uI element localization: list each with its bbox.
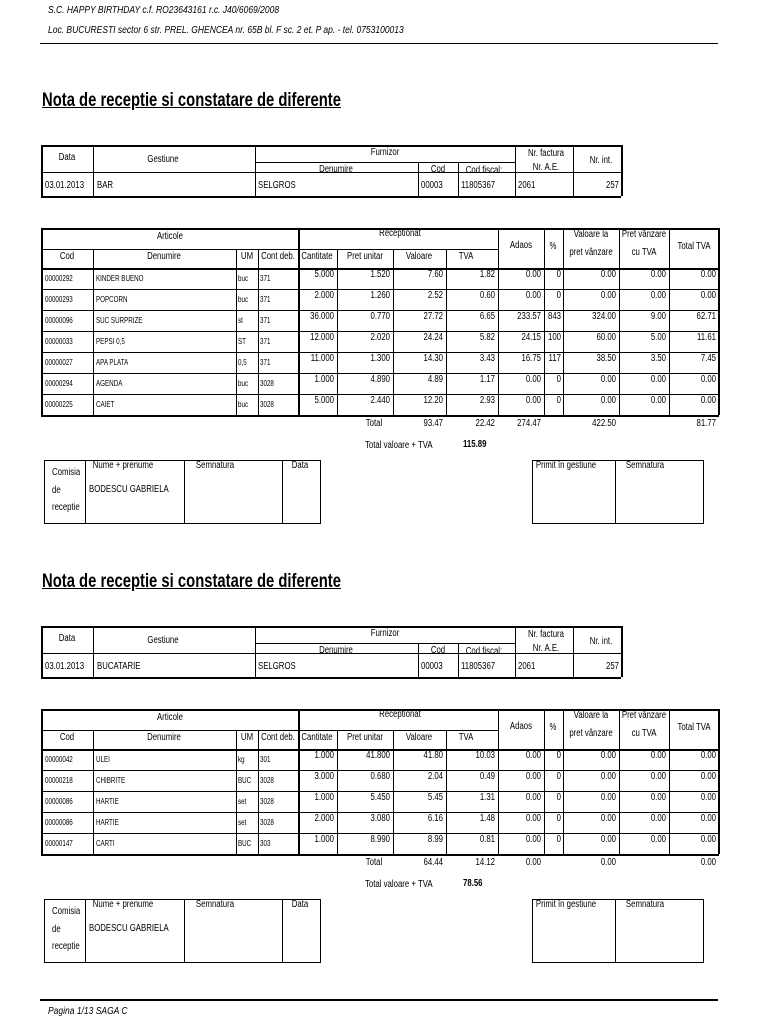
item-cod: 00000033: [45, 337, 73, 346]
item-cantitate: 36.000: [310, 311, 334, 322]
col-cod: Cod: [59, 251, 75, 262]
col-tva: TVA: [458, 732, 474, 743]
item-cantitate: 1.000: [314, 792, 334, 803]
item-valoare-pv: 0.00: [600, 374, 616, 385]
col-tva: TVA: [458, 251, 474, 262]
rule-line: [41, 249, 298, 250]
item-adaos: 0.00: [525, 834, 541, 845]
item-pret-vanzare-tva: 0.00: [650, 813, 666, 824]
total-valoare-tva-value: 78.56: [463, 878, 483, 889]
col-valoare-la: Valoare la: [573, 229, 609, 240]
item-um: buc: [238, 400, 249, 409]
item-denumire: AGENDA: [96, 379, 123, 388]
articole-label: Articole: [156, 712, 184, 723]
item-valoare: 14.30: [423, 353, 443, 364]
item-tva: 10.03: [475, 750, 495, 761]
total-label: Total: [365, 418, 383, 429]
rule-line: [236, 730, 237, 854]
furnizor-cod: 00003: [421, 661, 443, 672]
item-cont: 303: [260, 839, 271, 848]
item-valoare: 4.89: [427, 374, 443, 385]
item-procent: 0: [556, 290, 561, 301]
semnatura-label: Semnatura: [195, 460, 235, 471]
commission-member: BODESCU GABRIELA: [89, 923, 169, 934]
rule-line: [41, 730, 298, 731]
item-tva: 0.81: [479, 834, 495, 845]
item-procent: 0: [556, 750, 561, 761]
item-pret-unitar: 8.990: [370, 834, 390, 845]
item-cod: 00000096: [45, 316, 73, 325]
item-cod: 00000218: [45, 776, 73, 785]
item-adaos: 24.15: [521, 332, 541, 343]
col-pret-vanzare: pret vânzare: [569, 247, 613, 258]
item-total-tva: 0.00: [700, 813, 716, 824]
item-valoare: 5.45: [427, 792, 443, 803]
item-um: 0,5: [238, 358, 247, 367]
item-total-tva: 0.00: [700, 750, 716, 761]
address-line: Loc. BUCURESTI sector 6 str. PREL. GHENCEA nr. 65B bl. F sc. 2 et. P ap. - tel. 0753100013: [48, 25, 404, 36]
item-adaos: 233.57: [517, 311, 541, 322]
nr-int-label: Nr. int.: [589, 155, 613, 166]
total-total-tva: 0.00: [700, 857, 716, 868]
item-tva: 1.31: [479, 792, 495, 803]
item-cont: 371: [260, 316, 271, 325]
item-cont: 371: [260, 295, 271, 304]
item-valoare-pv: 0.00: [600, 290, 616, 301]
furnizor-label: Furnizor: [370, 147, 400, 158]
item-pret-vanzare-tva: 0.00: [650, 269, 666, 280]
item-cantitate: 1.000: [314, 374, 334, 385]
item-adaos: 0.00: [525, 269, 541, 280]
item-total-tva: 0.00: [700, 374, 716, 385]
total-adaos: 274.47: [517, 418, 541, 429]
item-um: buc: [238, 379, 249, 388]
col-um: UM: [240, 251, 254, 262]
col-pret-unitar: Pret unitar: [346, 732, 383, 743]
rule-line: [298, 249, 498, 250]
item-pret-vanzare-tva: 0.00: [650, 834, 666, 845]
furnizor-label: Furnizor: [370, 628, 400, 639]
nr-factura-label: Nr. factura: [527, 148, 564, 159]
item-um: buc: [238, 295, 249, 304]
item-cod: 00000147: [45, 839, 73, 848]
furnizor-value: SELGROS: [258, 180, 296, 191]
item-procent: 0: [556, 374, 561, 385]
item-tva: 5.82: [479, 332, 495, 343]
item-cod: 00000293: [45, 295, 73, 304]
item-cantitate: 1.000: [314, 750, 334, 761]
item-cantitate: 2.000: [314, 813, 334, 824]
col-valoare: Valoare: [405, 732, 433, 743]
item-total-tva: 0.00: [700, 395, 716, 406]
item-pret-unitar: 41.800: [366, 750, 390, 761]
item-adaos: 0.00: [525, 395, 541, 406]
item-valoare: 41.80: [423, 750, 443, 761]
item-tva: 0.60: [479, 290, 495, 301]
col-cont-deb: Cont deb.: [261, 251, 295, 262]
nr-int-label: Nr. int.: [589, 636, 613, 647]
item-valoare-pv: 0.00: [600, 395, 616, 406]
col-cantitate: Cantitate: [301, 251, 333, 262]
item-um: BUC: [238, 776, 252, 785]
cod-label: Cod: [430, 164, 446, 175]
col-valoare-la: Valoare la: [573, 710, 609, 721]
rule-line: [255, 145, 256, 196]
item-total-tva: 0.00: [700, 290, 716, 301]
item-cod: 00000294: [45, 379, 73, 388]
nr-factura-value: 2061: [518, 180, 536, 191]
denumire-label: Denumire: [319, 645, 353, 656]
nume-prenume-label: Nume + prenume: [92, 899, 154, 910]
rule-line: [41, 626, 621, 628]
item-pret-unitar: 1.300: [370, 353, 390, 364]
item-total-tva: 7.45: [700, 353, 716, 364]
item-tva: 1.48: [479, 813, 495, 824]
item-valoare-pv: 0.00: [600, 269, 616, 280]
item-pret-unitar: 0.770: [370, 311, 390, 322]
doc-title: Nota de receptie si constatare de diferente: [42, 571, 341, 592]
item-adaos: 0.00: [525, 771, 541, 782]
furnizor-cod: 00003: [421, 180, 443, 191]
item-valoare: 8.99: [427, 834, 443, 845]
total-valoare-tva-label: Total valoare + TVA: [365, 879, 433, 890]
item-adaos: 16.75: [521, 353, 541, 364]
total-valoare-tva-value: 115.89: [463, 439, 487, 450]
de-label: de: [52, 485, 61, 496]
col-total-tva: Total TVA: [677, 241, 711, 252]
item-cod: 00000086: [45, 797, 73, 806]
rule-line: [621, 626, 623, 677]
rule-line: [255, 162, 515, 163]
item-pret-vanzare-tva: 0.00: [650, 374, 666, 385]
item-valoare-pv: 38.50: [596, 353, 616, 364]
item-valoare: 24.24: [423, 332, 443, 343]
rule-line: [41, 196, 621, 198]
comisia-label: Comisia: [52, 906, 81, 917]
total-tva: 22.42: [475, 418, 495, 429]
item-pret-vanzare-tva: 5.00: [650, 332, 666, 343]
item-total-tva: 0.00: [700, 771, 716, 782]
item-total-tva: 0.00: [700, 269, 716, 280]
item-cantitate: 2.000: [314, 290, 334, 301]
total-label: Total: [365, 857, 383, 868]
total-valoare: 64.44: [423, 857, 443, 868]
item-adaos: 0.00: [525, 374, 541, 385]
item-total-tva: 11.61: [697, 332, 716, 343]
item-valoare: 6.16: [427, 813, 443, 824]
furnizor-cod-fiscal: 11805367: [461, 661, 496, 672]
item-cont: 371: [260, 337, 271, 346]
data-label: Data: [58, 152, 76, 163]
item-valoare-pv: 0.00: [600, 771, 616, 782]
item-cont: 371: [260, 274, 271, 283]
data-sig-label: Data: [291, 899, 309, 910]
furnizor-cod-fiscal: 11805367: [461, 180, 496, 191]
receptionat-label: Receptionat: [379, 228, 421, 239]
item-cod: 00000225: [45, 400, 73, 409]
item-denumire: SUC SURPRIZE: [96, 316, 143, 325]
col-pret-vanzare-tva: Pret vânzare: [621, 229, 667, 240]
item-procent: 843: [547, 311, 561, 322]
item-adaos: 0.00: [525, 290, 541, 301]
item-procent: 117: [548, 353, 561, 364]
item-tva: 0.49: [479, 771, 495, 782]
gestiune-value: BAR: [97, 180, 114, 191]
total-valoare-pv: 0.00: [600, 857, 616, 868]
total-valoare-pv: 422.50: [592, 418, 616, 429]
item-valoare-pv: 0.00: [600, 792, 616, 803]
col-procent: %: [549, 241, 557, 252]
cod-label: Cod: [430, 645, 446, 656]
item-cont: 3028: [260, 818, 274, 827]
denumire-label: Denumire: [319, 164, 353, 175]
data-sig-label: Data: [291, 460, 309, 471]
item-tva: 2.93: [479, 395, 495, 406]
item-pret-unitar: 2.440: [370, 395, 390, 406]
item-um: st: [238, 316, 243, 325]
comisia-label: Comisia: [52, 467, 81, 478]
rule-line: [255, 626, 256, 677]
item-cod: 00000086: [45, 818, 73, 827]
item-pret-vanzare-tva: 0.00: [650, 792, 666, 803]
col-adaos: Adaos: [509, 240, 533, 251]
item-cont: 3028: [260, 400, 274, 409]
receipt-date: 03.01.2013: [45, 661, 85, 672]
item-cantitate: 12.000: [310, 332, 334, 343]
item-um: ST: [238, 337, 246, 346]
header-divider: [40, 43, 718, 44]
rule-line: [41, 854, 719, 856]
item-procent: 0: [556, 269, 561, 280]
total-valoare: 93.47: [423, 418, 443, 429]
col-cod: Cod: [59, 732, 75, 743]
item-valoare-pv: 0.00: [600, 813, 616, 824]
articole-label: Articole: [156, 231, 184, 242]
furnizor-value: SELGROS: [258, 661, 296, 672]
company-line: S.C. HAPPY BIRTHDAY c.f. RO23643161 r.c. J40/6069/2008: [48, 5, 280, 16]
page-footer: Pagina 1/13 SAGA C: [48, 1006, 128, 1017]
item-denumire: CARTI: [96, 839, 115, 848]
item-pret-unitar: 1.260: [370, 290, 390, 301]
item-um: buc: [238, 274, 249, 283]
col-cu-tva: cu TVA: [631, 728, 657, 739]
item-um: set: [238, 797, 247, 806]
item-valoare: 2.52: [427, 290, 443, 301]
nr-factura-label: Nr. factura: [527, 629, 564, 640]
rule-line: [41, 145, 621, 147]
item-cont: 3028: [260, 776, 274, 785]
cod-fiscal-label: Cod fiscal:: [465, 165, 503, 176]
total-total-tva: 81.77: [696, 418, 716, 429]
de-label: de: [52, 924, 61, 935]
item-valoare: 2.04: [427, 771, 443, 782]
nr-int-value: 257: [605, 661, 619, 672]
rule-line: [621, 145, 623, 196]
rule-line: [718, 228, 720, 415]
total-valoare-tva-label: Total valoare + TVA: [365, 440, 433, 451]
nr-ae-label: Nr. A.E.: [532, 643, 560, 654]
item-pret-vanzare-tva: 0.00: [650, 771, 666, 782]
item-valoare-pv: 324.00: [592, 311, 616, 322]
item-um: kg: [238, 755, 245, 764]
item-tva: 1.17: [479, 374, 495, 385]
col-pret-unitar: Pret unitar: [346, 251, 383, 262]
item-denumire: HARTIE: [96, 797, 119, 806]
item-denumire: APA PLATA: [96, 358, 129, 367]
doc-title: Nota de receptie si constatare de diferente: [42, 90, 341, 111]
item-cantitate: 1.000: [314, 834, 334, 845]
col-denumire: Denumire: [147, 251, 181, 262]
primit-label: Primit în gestiune: [535, 460, 597, 471]
item-pret-unitar: 3.080: [370, 813, 390, 824]
item-cont: 3028: [260, 797, 274, 806]
col-pret-vanzare-tva: Pret vânzare: [621, 710, 667, 721]
item-cantitate: 11.000: [310, 353, 334, 364]
col-um: UM: [240, 732, 254, 743]
nume-prenume-label: Nume + prenume: [92, 460, 154, 471]
total-tva: 14.12: [475, 857, 495, 868]
rule-line: [255, 643, 515, 644]
item-adaos: 0.00: [525, 792, 541, 803]
item-cont: 301: [260, 755, 271, 764]
receipt-date: 03.01.2013: [45, 180, 85, 191]
item-procent: 0: [556, 813, 561, 824]
item-valoare-pv: 60.00: [596, 332, 616, 343]
item-pret-unitar: 0.680: [370, 771, 390, 782]
semnatura-primit-label: Semnatura: [625, 899, 665, 910]
col-total-tva: Total TVA: [677, 722, 711, 733]
item-adaos: 0.00: [525, 750, 541, 761]
rule-line: [298, 730, 498, 731]
item-tva: 1.82: [479, 269, 495, 280]
item-denumire: POPCORN: [96, 295, 128, 304]
item-denumire: PEPSI 0,5: [96, 337, 125, 346]
item-cod: 00000292: [45, 274, 73, 283]
item-procent: 0: [556, 792, 561, 803]
item-denumire: ULEI: [96, 755, 110, 764]
item-pret-vanzare-tva: 3.50: [650, 353, 666, 364]
gestiune-label: Gestiune: [147, 635, 179, 646]
item-tva: 3.43: [479, 353, 495, 364]
item-denumire: CHIBRITE: [96, 776, 126, 785]
item-valoare: 12.20: [423, 395, 443, 406]
item-pret-unitar: 1.520: [370, 269, 390, 280]
item-cont: 3028: [260, 379, 274, 388]
col-cantitate: Cantitate: [301, 732, 333, 743]
item-cod: 00000042: [45, 755, 73, 764]
item-denumire: CAIET: [96, 400, 115, 409]
item-total-tva: 0.00: [700, 792, 716, 803]
item-pret-vanzare-tva: 0.00: [650, 395, 666, 406]
commission-member: BODESCU GABRIELA: [89, 484, 169, 495]
item-adaos: 0.00: [525, 813, 541, 824]
total-adaos: 0.00: [525, 857, 541, 868]
item-total-tva: 0.00: [700, 834, 716, 845]
receptie-label: receptie: [52, 941, 80, 952]
nr-int-value: 257: [605, 180, 619, 191]
nr-factura-value: 2061: [518, 661, 536, 672]
item-valoare-pv: 0.00: [600, 750, 616, 761]
item-cantitate: 5.000: [314, 395, 334, 406]
gestiune-label: Gestiune: [147, 154, 179, 165]
rule-line: [41, 415, 719, 417]
item-procent: 0: [556, 771, 561, 782]
footer-divider: [40, 999, 718, 1001]
item-pret-vanzare-tva: 0.00: [650, 750, 666, 761]
item-valoare-pv: 0.00: [600, 834, 616, 845]
semnatura-primit-label: Semnatura: [625, 460, 665, 471]
item-um: BUC: [238, 839, 252, 848]
item-denumire: HARTIE: [96, 818, 119, 827]
item-pret-unitar: 2.020: [370, 332, 390, 343]
nr-ae-label: Nr. A.E.: [532, 162, 560, 173]
item-cantitate: 5.000: [314, 269, 334, 280]
item-cantitate: 3.000: [314, 771, 334, 782]
item-procent: 0: [556, 395, 561, 406]
item-procent: 100: [547, 332, 561, 343]
item-denumire: KINDER BUENO: [96, 274, 144, 283]
primit-label: Primit în gestiune: [535, 899, 597, 910]
item-total-tva: 62.71: [696, 311, 716, 322]
rule-line: [236, 249, 237, 415]
col-procent: %: [549, 722, 557, 733]
rule-line: [93, 249, 94, 415]
col-denumire: Denumire: [147, 732, 181, 743]
item-pret-vanzare-tva: 9.00: [650, 311, 666, 322]
data-label: Data: [58, 633, 76, 644]
receptionat-label: Receptionat: [379, 709, 421, 720]
semnatura-label: Semnatura: [195, 899, 235, 910]
rule-line: [93, 730, 94, 854]
item-tva: 6.65: [479, 311, 495, 322]
item-pret-vanzare-tva: 0.00: [650, 290, 666, 301]
col-valoare: Valoare: [405, 251, 433, 262]
item-cod: 00000027: [45, 358, 73, 367]
item-pret-unitar: 4.890: [370, 374, 390, 385]
col-cont-deb: Cont deb.: [261, 732, 295, 743]
col-cu-tva: cu TVA: [631, 247, 657, 258]
item-valoare: 7.60: [427, 269, 443, 280]
item-pret-unitar: 5.450: [370, 792, 390, 803]
cod-fiscal-label: Cod fiscal:: [465, 646, 503, 657]
item-um: set: [238, 818, 247, 827]
item-valoare: 27.72: [423, 311, 443, 322]
rule-line: [41, 677, 621, 679]
gestiune-value: BUCATARIE: [97, 661, 141, 672]
col-adaos: Adaos: [509, 721, 533, 732]
col-pret-vanzare: pret vânzare: [569, 728, 613, 739]
item-procent: 0: [556, 834, 561, 845]
item-cont: 371: [260, 358, 271, 367]
receptie-label: receptie: [52, 502, 80, 513]
